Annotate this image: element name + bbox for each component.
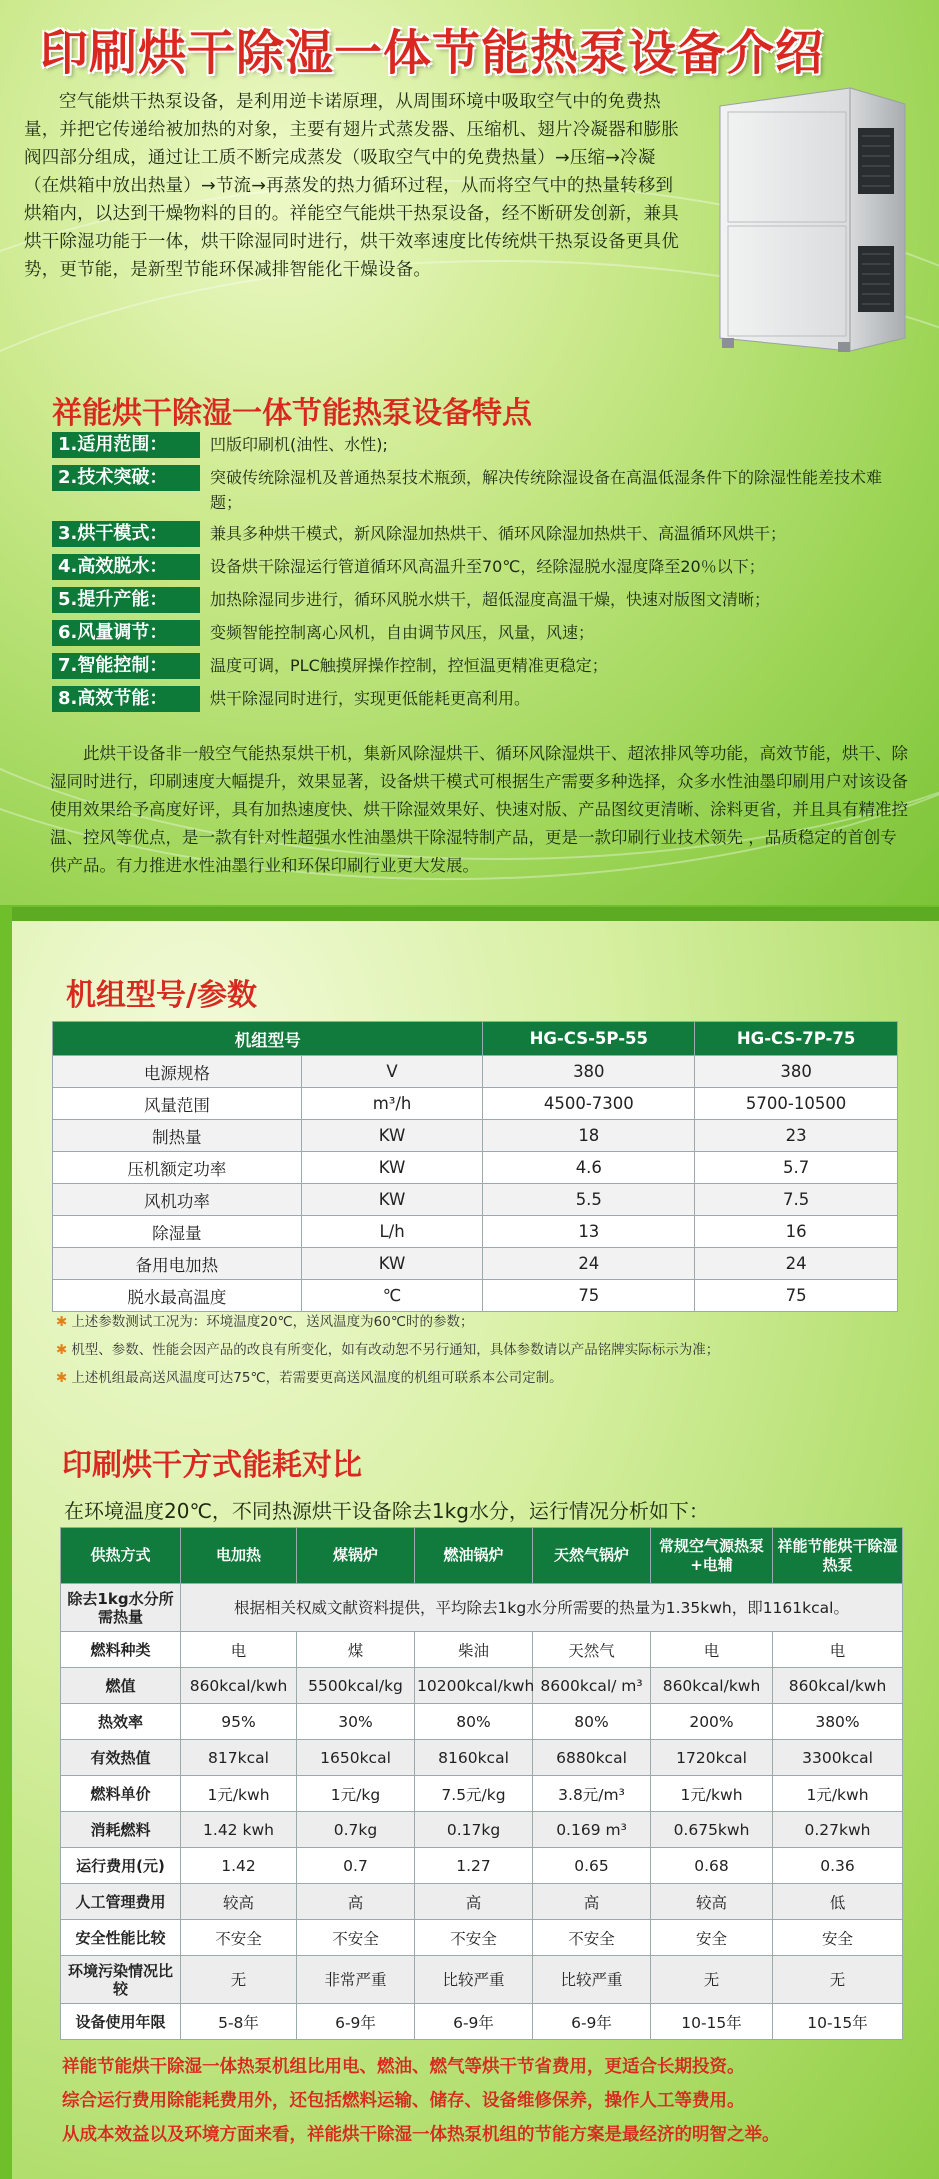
table-cell: 30% (297, 1704, 415, 1740)
conclusion-line: 综合运行费用除能耗费用外，还包括燃料运输、储存、设备维修保养，操作人工等费用。 (62, 2091, 745, 2111)
table-cell: 1.42 kwh (181, 1812, 297, 1848)
table-header-cell: HG-CS-7P-75 (695, 1022, 898, 1056)
table-cell: 75 (695, 1280, 898, 1312)
table-header-cell: 燃油锅炉 (415, 1528, 533, 1584)
table-header-cell: 常规空气源热泵+电辅 (651, 1528, 773, 1584)
table-header-row (53, 1022, 898, 1056)
table-cell: 煤 (297, 1632, 415, 1668)
table-row (61, 1884, 903, 1920)
table-cell: 0.36 (773, 1848, 903, 1884)
row-header-cell: 消耗燃料 (61, 1812, 181, 1848)
conclusion-line: 祥能节能烘干除湿一体热泵机组比用电、燃油、燃气等烘干节省费用，更适合长期投资。 (62, 2057, 745, 2077)
row-header-cell: 热效率 (61, 1704, 181, 1740)
table-cell: 23 (695, 1120, 898, 1152)
table-cell: 6-9年 (297, 2004, 415, 2040)
table-header-cell: 机组型号 (53, 1022, 483, 1056)
intro-paragraph: 空气能烘干热泵设备，是利用逆卡诺原理，从周围环境中吸取空气中的免费热量，并把它传递给被加热的对象，主要有翅片式蒸发器、压缩机、翅片冷凝器和膨胀阀四部分组成，通过让工质不断完成蒸发（吸取空气中的免费热量）→压缩→冷凝（在烘箱中放出热量）→节流→再蒸发的热力循环过程，从而将空气中的热量转移到烘箱内，以达到干燥物料的目的。祥能空气能烘干热泵设备，经不断研发创新，兼具烘干除湿功能于一体，烘干除湿同时进行，烘干效率速度比传统烘干热泵设备更具优势，更节能，是新型节能环保减排智能化干燥设备。 (24, 92, 679, 280)
table-cell: 0.65 (533, 1848, 651, 1884)
comparison-heading: 印刷烘干方式能耗对比 (62, 1448, 362, 1483)
table-row (61, 1668, 903, 1704)
feature-tag: 3.烘干模式： (52, 521, 200, 547)
table-row (61, 2004, 903, 2040)
table-cell: 无 (651, 1956, 773, 2004)
row-header-cell: 安全性能比较 (61, 1920, 181, 1956)
table-cell: 5700-10500 (695, 1088, 898, 1120)
table-cell: 10-15年 (651, 2004, 773, 2040)
table-cell: 较高 (651, 1884, 773, 1920)
table-cell: 高 (297, 1884, 415, 1920)
row-header-cell: 人工管理费用 (61, 1884, 181, 1920)
table-cell: 4500-7300 (483, 1088, 695, 1120)
table-cell: ℃ (301, 1280, 483, 1312)
table-cell: 7.5 (695, 1184, 898, 1216)
table-cell: 6-9年 (533, 2004, 651, 2040)
table-cell: 安全 (651, 1920, 773, 1956)
table-row (53, 1056, 898, 1088)
feature-tag: 1.适用范围： (52, 432, 200, 458)
table-header-cell: HG-CS-5P-55 (483, 1022, 695, 1056)
table-row (61, 1584, 903, 1632)
table-cell: 风机功率 (53, 1184, 302, 1216)
feature-item (52, 587, 912, 614)
table-cell: 3300kcal (773, 1740, 903, 1776)
table-cell: 1.42 (181, 1848, 297, 1884)
feature-tag: 4.高效脱水： (52, 554, 200, 580)
row-header-cell: 除去1kg水分所需热量 (61, 1584, 181, 1632)
feature-item (52, 554, 912, 581)
table-row (53, 1088, 898, 1120)
row-header-cell: 环境污染情况比较 (61, 1956, 181, 2004)
table-cell: KW (301, 1152, 483, 1184)
table-cell: 无 (773, 1956, 903, 2004)
table-cell: 5.5 (483, 1184, 695, 1216)
note-text: 机型、参数、性能会因产品的改良有所变化，如有改动恕不另行通知，具体参数请以产品铭牌实际标示为准； (71, 1342, 720, 1358)
table-row (61, 1920, 903, 1956)
table-cell: 1元/kwh (773, 1776, 903, 1812)
table-cell: 1元/kwh (181, 1776, 297, 1812)
table-cell: L/h (301, 1216, 483, 1248)
feature-text: 兼具多种烘干模式，新风除湿加热烘干、循环风除湿加热烘干、高温循环风烘干； (210, 524, 787, 543)
table-cell: 6880kcal (533, 1740, 651, 1776)
table-row (53, 1280, 898, 1312)
comparison-subtitle: 在环境温度20℃，不同热源烘干设备除去1kg水分，运行情况分析如下： (64, 1499, 709, 1523)
table-cell: 1720kcal (651, 1740, 773, 1776)
table-cell: 0.17kg (415, 1812, 533, 1848)
table-cell: KW (301, 1248, 483, 1280)
table-row (61, 1812, 903, 1848)
row-header-cell: 燃料种类 (61, 1632, 181, 1668)
feature-tag: 6.风量调节： (52, 620, 200, 646)
table-row (53, 1248, 898, 1280)
table-cell: V (301, 1056, 483, 1088)
conclusion-line: 从成本效益以及环境方面来看，祥能烘干除湿一体热泵机组的节能方案是最经济的明智之举。 (62, 2125, 780, 2145)
table-cell: 备用电加热 (53, 1248, 302, 1280)
star-icon: ✱ (56, 1342, 68, 1358)
table-cell: 0.7 (297, 1848, 415, 1884)
table-cell: 16 (695, 1216, 898, 1248)
specs-heading: 机组型号/参数 (66, 978, 257, 1013)
table-cell: 无 (181, 1956, 297, 2004)
table-cell: 7.5元/kg (415, 1776, 533, 1812)
conclusion-text (62, 2050, 922, 2152)
table-cell: 比较严重 (415, 1956, 533, 2004)
table-row (61, 1704, 903, 1740)
table-cell: 制热量 (53, 1120, 302, 1152)
table-cell: 低 (773, 1884, 903, 1920)
table-row (53, 1184, 898, 1216)
table-cell: 10-15年 (773, 2004, 903, 2040)
feature-text: 烘干除湿同时进行，实现更低能耗更高利用。 (210, 689, 531, 708)
feature-item (52, 686, 912, 713)
table-cell: 除湿量 (53, 1216, 302, 1248)
note-line (56, 1308, 916, 1336)
panel-top-bar (12, 907, 939, 921)
feature-item (52, 465, 912, 515)
table-cell: 860kcal/kwh (181, 1668, 297, 1704)
table-cell: 较高 (181, 1884, 297, 1920)
table-cell: 柴油 (415, 1632, 533, 1668)
feature-text: 加热除湿同步进行，循环风脱水烘干，超低湿度高温干燥，快速对版图文清晰； (210, 590, 771, 609)
table-cell: 非常严重 (297, 1956, 415, 2004)
table-cell: 0.675kwh (651, 1812, 773, 1848)
table-cell: 高 (415, 1884, 533, 1920)
table-cell: 10200kcal/kwh (415, 1668, 533, 1704)
table-cell: 200% (651, 1704, 773, 1740)
note-text: 上述参数测试工况为：环境温度20℃，送风温度为60℃时的参数； (71, 1314, 474, 1330)
table-cell: 天然气 (533, 1632, 651, 1668)
table-header-row (61, 1528, 903, 1584)
table-cell: 风量范围 (53, 1088, 302, 1120)
note-text: 上述机组最高送风温度可达75℃，若需要更高送风温度的机组可联系本公司定制。 (71, 1370, 563, 1386)
row-header-cell: 运行费用(元) (61, 1848, 181, 1884)
table-row (53, 1216, 898, 1248)
table-cell: 电 (651, 1632, 773, 1668)
row-header-cell: 燃料单价 (61, 1776, 181, 1812)
heat-pump-unit-image (700, 76, 915, 356)
table-cell: KW (301, 1184, 483, 1216)
specs-table (52, 1021, 898, 1312)
table-header-cell: 煤锅炉 (297, 1528, 415, 1584)
comparison-table (60, 1527, 903, 2040)
table-cell: 0.68 (651, 1848, 773, 1884)
table-cell: 380% (773, 1704, 903, 1740)
feature-item (52, 653, 912, 680)
table-cell: 24 (695, 1248, 898, 1280)
table-cell: 80% (415, 1704, 533, 1740)
feature-text: 突破传统除湿机及普通热泵技术瓶颈，解决传统除湿设备在高温低湿条件下的除湿性能差技术难题； (210, 468, 883, 512)
feature-text: 变频智能控制离心风机，自由调节风压，风量，风速； (210, 623, 595, 642)
table-cell: m³/h (301, 1088, 483, 1120)
table-cell: 不安全 (533, 1920, 651, 1956)
table-cell: 8600kcal/ m³ (533, 1668, 651, 1704)
table-row (61, 1848, 903, 1884)
table-row (61, 1956, 903, 2004)
feature-item (52, 521, 912, 548)
feature-item (52, 620, 912, 647)
table-cell: 6-9年 (415, 2004, 533, 2040)
table-cell: 24 (483, 1248, 695, 1280)
table-cell: 比较严重 (533, 1956, 651, 2004)
row-header-cell: 设备使用年限 (61, 2004, 181, 2040)
feature-text: 温度可调，PLC触摸屏操作控制，控恒温更精准更稳定； (210, 656, 608, 675)
table-cell: 高 (533, 1884, 651, 1920)
table-cell: 95% (181, 1704, 297, 1740)
table-cell: 脱水最高温度 (53, 1280, 302, 1312)
table-row (61, 1632, 903, 1668)
feature-item (52, 432, 912, 459)
table-cell: 380 (483, 1056, 695, 1088)
table-row (61, 1740, 903, 1776)
table-cell: 0.169 m³ (533, 1812, 651, 1848)
star-icon: ✱ (56, 1370, 68, 1386)
table-cell: 8160kcal (415, 1740, 533, 1776)
row-header-cell: 燃值 (61, 1668, 181, 1704)
table-cell: 4.6 (483, 1152, 695, 1184)
features-list (52, 432, 912, 719)
table-header-cell: 电加热 (181, 1528, 297, 1584)
table-cell: 5.7 (695, 1152, 898, 1184)
star-icon: ✱ (56, 1314, 68, 1330)
feature-text: 设备烘干除湿运行管道循环风高温升至70℃，经除湿脱水湿度降至20％以下； (210, 557, 765, 576)
table-header-cell: 祥能节能烘干除湿热泵 (773, 1528, 903, 1584)
table-cell: 860kcal/kwh (773, 1668, 903, 1704)
table-cell: 0.27kwh (773, 1812, 903, 1848)
table-cell: 不安全 (415, 1920, 533, 1956)
table-cell: 电 (773, 1632, 903, 1668)
feature-tag: 8.高效节能： (52, 686, 200, 712)
closing-paragraph: 此烘干设备非一般空气能热泵烘干机，集新风除湿烘干、循环风除湿烘干、超浓排风等功能，高效节能，烘干、除湿同时进行，印刷速度大幅提升，效果显著，设备烘干模式可根据生产需要多种选择，众多水性油墨印刷用户对该设备使用效果给予高度好评，具有加热速度快、烘干除湿效果好、快速对版、产品图纹更清晰、涂料更省，并且具有精准控温、控风等优点，是一款有针对性超强水性油墨烘干除湿特制产品，更是一款印刷行业技术领先 ，品质稳定的首创专供产品。有力推进水性油墨行业和环保印刷行业更大发展。 (50, 744, 908, 875)
feature-text: 凹版印刷机(油性、水性); (210, 435, 388, 454)
table-cell: 电 (181, 1632, 297, 1668)
table-cell: 不安全 (181, 1920, 297, 1956)
intro-panel (0, 0, 939, 905)
features-heading: 祥能烘干除湿一体节能热泵设备特点 (52, 396, 532, 431)
table-cell: 80% (533, 1704, 651, 1740)
table-cell: 3.8元/m³ (533, 1776, 651, 1812)
table-cell: 0.7kg (297, 1812, 415, 1848)
table-cell: 安全 (773, 1920, 903, 1956)
table-cell: 1元/kg (297, 1776, 415, 1812)
table-cell: 1650kcal (297, 1740, 415, 1776)
page-title: 印刷烘干除湿一体节能热泵设备介绍 (40, 25, 825, 81)
feature-tag: 2.技术突破： (52, 465, 200, 491)
spec-notes (56, 1308, 916, 1392)
table-cell: 不安全 (297, 1920, 415, 1956)
table-header-cell: 天然气锅炉 (533, 1528, 651, 1584)
table-cell: 13 (483, 1216, 695, 1248)
table-cell: 380 (695, 1056, 898, 1088)
merged-cell: 根据相关权威文献资料提供，平均除去1kg水分所需要的热量为1.35kwh，即1161kcal。 (181, 1584, 903, 1632)
note-line (56, 1336, 916, 1364)
table-cell: 1.27 (415, 1848, 533, 1884)
table-cell: 817kcal (181, 1740, 297, 1776)
note-line (56, 1364, 916, 1392)
feature-tag: 5.提升产能： (52, 587, 200, 613)
table-cell: 5-8年 (181, 2004, 297, 2040)
row-header-cell: 有效热值 (61, 1740, 181, 1776)
table-row (53, 1152, 898, 1184)
table-row (61, 1776, 903, 1812)
table-cell: 压机额定功率 (53, 1152, 302, 1184)
table-cell: 860kcal/kwh (651, 1668, 773, 1704)
table-header-cell: 供热方式 (61, 1528, 181, 1584)
table-cell: 18 (483, 1120, 695, 1152)
table-cell: 电源规格 (53, 1056, 302, 1088)
table-cell: 1元/kwh (651, 1776, 773, 1812)
table-cell: 75 (483, 1280, 695, 1312)
table-cell: KW (301, 1120, 483, 1152)
table-cell: 5500kcal/kg (297, 1668, 415, 1704)
table-row (53, 1120, 898, 1152)
feature-tag: 7.智能控制： (52, 653, 200, 679)
